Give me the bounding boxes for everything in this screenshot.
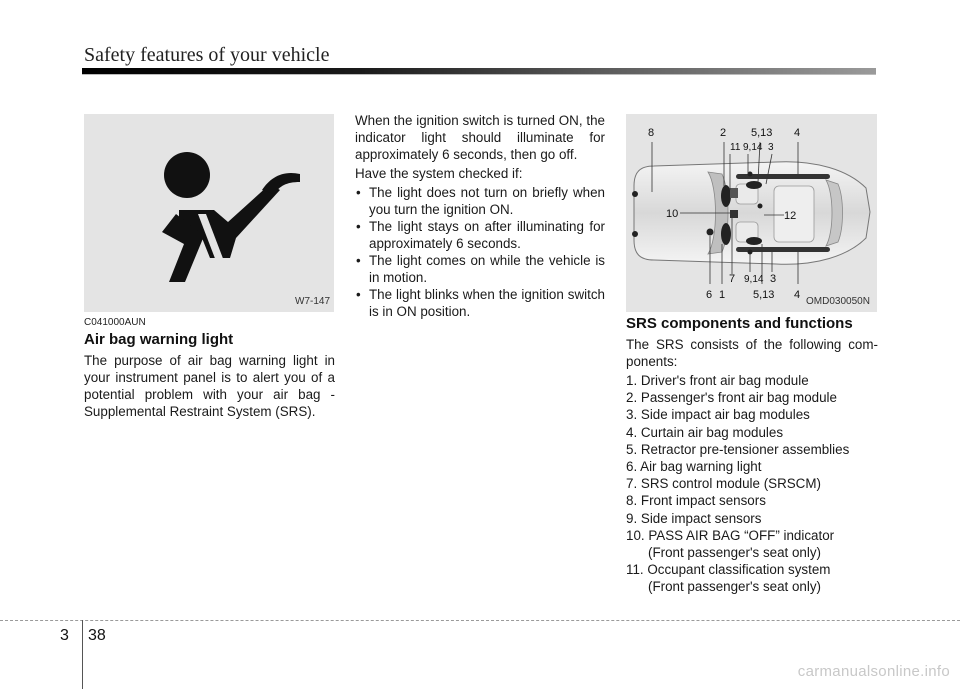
header-rule-thin [82,74,876,75]
paragraph-text: The purpose of air bag warning light in your instrument panel is to alert you of a potential problem with your air bag - Supplemental Restraint System (SRS). [84,353,335,419]
component-line: 11. Occupant classification system [626,562,831,578]
srs-components [626,336,878,596]
list-item [626,424,878,441]
airbag-warning-paragraph [84,352,335,420]
watermark: carmanualsonline.info [797,663,950,680]
component-line: 8. Front impact sensors [626,493,766,509]
component-line: 6. Air bag warning light [626,459,762,475]
car-top-view-diagram [626,114,877,312]
footer-rule [0,620,960,621]
component-sub: (Front passenger's seat only) [648,545,821,561]
page-number: 38 [88,627,106,644]
diagram-label: 8 [648,127,655,139]
component-line: 1. Driver's front air bag module [626,373,809,388]
diagram-label: 5,13 [753,289,775,301]
diagram-label: 1 [719,289,726,301]
diagram-label: 9,14 [743,142,763,153]
airbag-warning-image [84,114,334,312]
component-list [626,372,878,596]
list-item [626,527,878,561]
list-item [626,406,878,423]
component-line: 10. PASS AIR BAG “OFF” indicator [626,527,835,543]
diagram-label: 11 [730,142,741,153]
component-line: 4. Curtain air bag modules [626,424,784,440]
list-item [626,561,878,595]
diagram-label: 4 [794,127,801,139]
diagram-label: 4 [794,289,801,301]
component-line: 3. Side impact air bag modules [626,407,810,423]
diagram-label: 5,13 [751,127,773,139]
component-sub: (Front passenger's seat only) [648,579,821,595]
component-line: 2. Passenger's front air bag module [626,390,837,406]
diagram-label: 7 [729,273,736,285]
list-item [626,510,878,527]
list-item [626,458,878,475]
middle-column [355,112,605,320]
list-item: • The light does not turn on briefly when you turn the ignition ON. [355,184,605,218]
diagram-label: 2 [720,127,727,139]
list-item [626,475,878,492]
list-item: • The light stays on after illuminating for approximately 6 seconds. [355,218,605,252]
section-title-srs: SRS components and functions [626,315,853,332]
diagram-label: 10 [666,208,679,220]
page-header-title: Safety features of your vehicle [84,44,330,66]
airbag-warning-icon [84,114,334,312]
ignition-intro: When the ignition switch is turned ON, the indicator light should illuminate for approximately 6 seconds, then go off. [355,113,605,162]
diagram-label: 3 [770,273,777,285]
component-line: 9. Side impact sensors [626,510,762,526]
diagram-label: 12 [784,210,797,222]
check-intro: Have the system checked if: [355,166,523,181]
component-line: 5. Retractor pre-tensioner assemblies [626,441,850,457]
image-code: W7-147 [295,296,331,307]
list-item [626,389,878,406]
footer-divider [82,620,83,689]
list-item [626,372,878,389]
check-list [355,184,605,320]
list-item [626,441,878,458]
diagram-label: 3 [768,142,774,153]
list-item: • The light blinks when the ignition switch is in ON position. [355,286,605,320]
diagram-code: OMD030050N [806,296,870,307]
srs-intro: The SRS consists of the following com- ponents: [626,337,878,369]
diagram-label: 9,14 [744,274,764,285]
section-code: C041000AUN [84,317,146,328]
component-line: 7. SRS control module (SRSCM) [626,476,821,492]
diagram-label: 6 [706,289,713,301]
srs-diagram [626,114,877,312]
chapter-number: 3 [60,627,69,644]
section-title-airbag-warning: Air bag warning light [84,331,234,348]
list-item [626,492,878,509]
list-item: • The light comes on while the vehicle is in motion. [355,252,605,286]
